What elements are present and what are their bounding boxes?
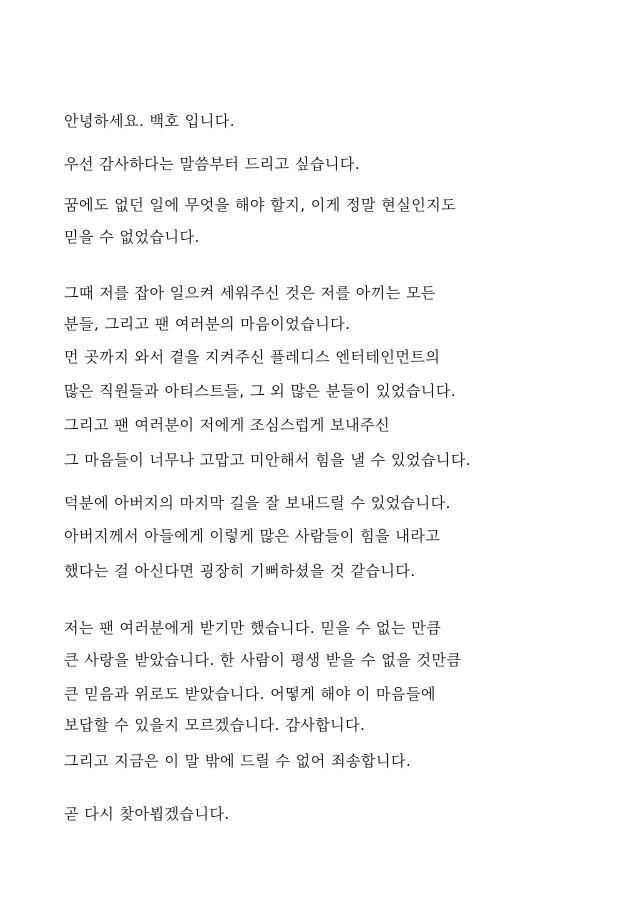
letter-line: 큰 믿음과 위로도 받았습니다. 어떻게 해야 이 마음들에 [64,685,436,703]
letter-line: 저는 팬 여러분에게 받기만 했습니다. 믿을 수 없는 만큼 [64,619,442,637]
letter-line: 그리고 지금은 이 말 밖에 드릴 수 없어 죄송합니다. [64,752,412,770]
letter-line: 했다는 걸 아신다면 굉장히 기뻐하셨을 것 같습니다. [64,562,416,580]
letter-line: 덕분에 아버지의 마지막 길을 잘 보내드릴 수 있었습니다. [64,494,451,512]
letter-line: 먼 곳까지 와서 곁을 지켜주신 플레디스 엔터테인먼트의 [64,348,441,366]
letter-line: 아버지께서 아들에게 이렇게 많은 사람들이 힘을 내라고 [64,527,441,545]
letter-line: 그때 저를 잡아 일으켜 세워주신 것은 저를 아끼는 모든 [64,284,436,302]
letter-line: 그 마음들이 너무나 고맙고 미안해서 힘을 낼 수 있었습니다. [64,451,472,469]
letter-line: 안녕하세요. 백호 입니다. [64,112,235,130]
letter-line: 그리고 팬 여러분이 저에게 조심스럽게 보내주신 [64,416,391,434]
letter-line: 큰 사랑을 받았습니다. 한 사람이 평생 받을 수 없을 것만큼 [64,651,462,669]
letter-line: 우선 감사하다는 말씀부터 드리고 싶습니다. [64,155,361,173]
letter-line: 곧 다시 찾아뵙겠습니다. [64,805,230,823]
letter-line: 꿈에도 없던 일에 무엇을 해야 할지, 이게 정말 현실인지도 [64,196,457,214]
letter-line: 보답할 수 있을지 모르겠습니다. 감사합니다. [64,716,366,734]
letter-line: 분들, 그리고 팬 여러분의 마음이었습니다. [64,315,351,333]
letter-line: 믿을 수 없었습니다. [64,228,200,246]
letter-line: 많은 직원들과 아티스트들, 그 외 많은 분들이 있었습니다. [64,382,457,400]
